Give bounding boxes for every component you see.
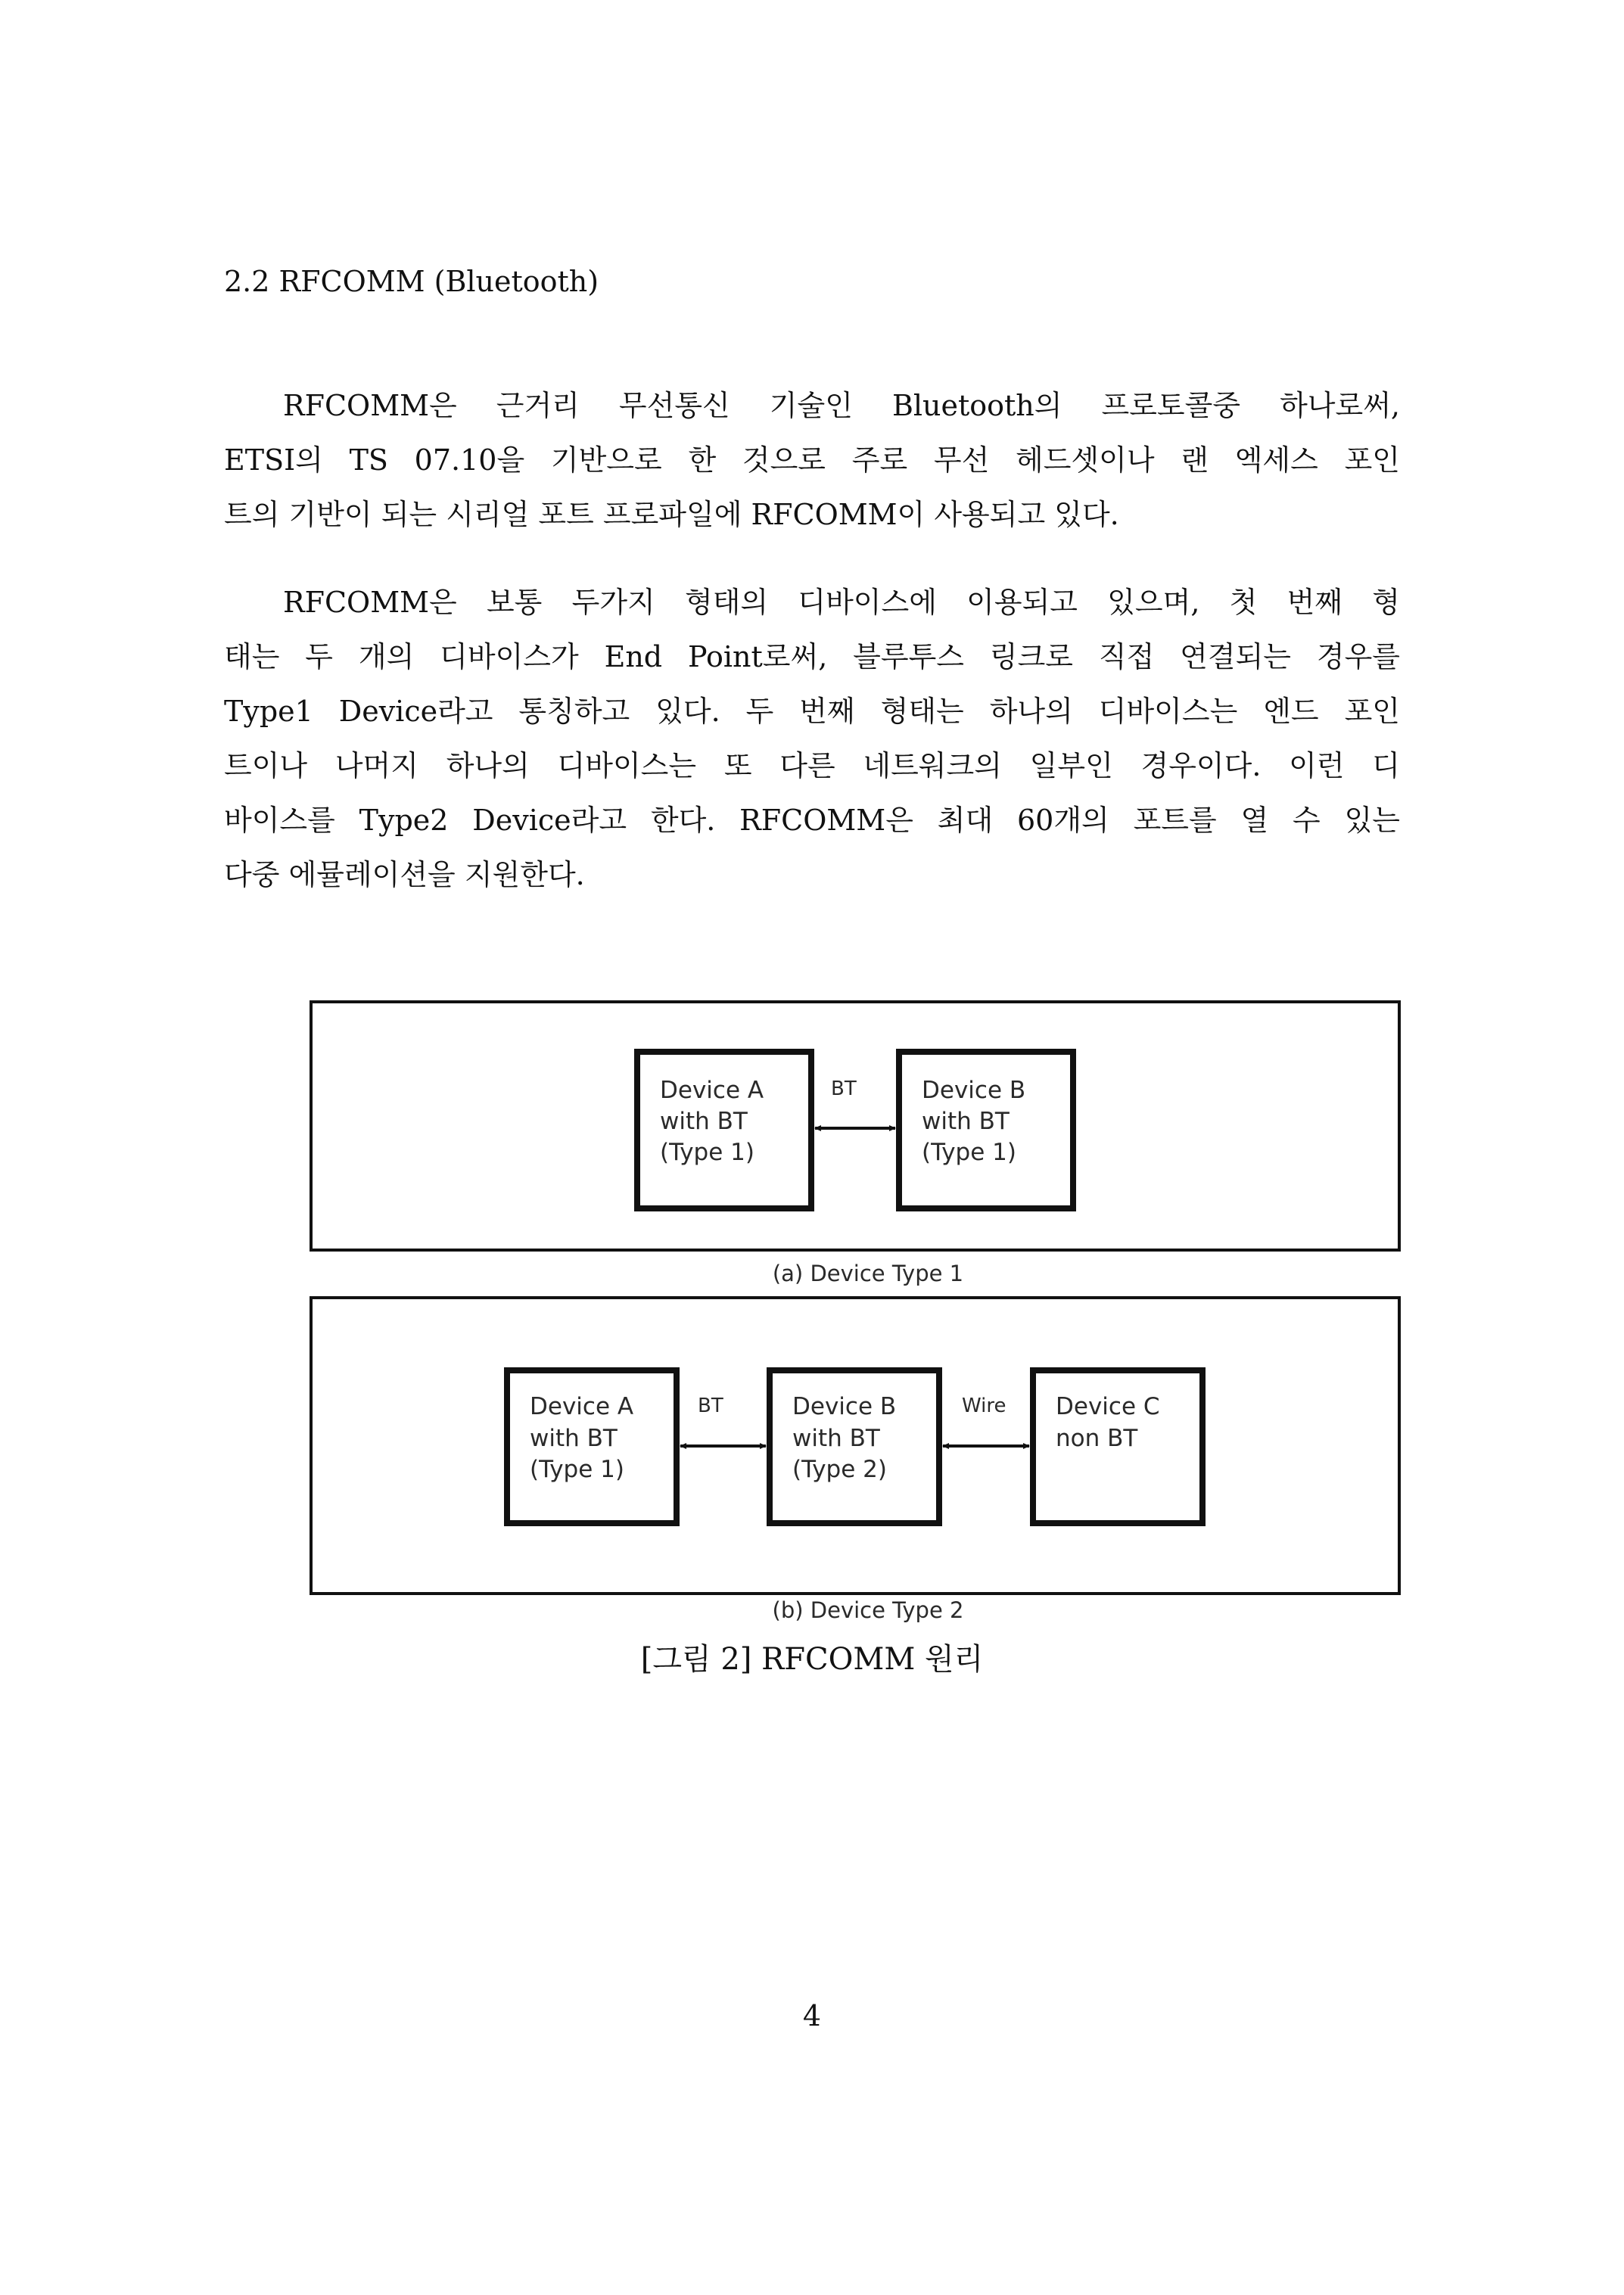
paragraph-line: 트의 기반이 되는 시리얼 포트 프로파일에 RFCOMM이 사용되고 있다. xyxy=(224,498,1119,531)
bt-link-label: BT xyxy=(831,1078,857,1100)
page-number: 4 xyxy=(802,1999,822,2032)
paragraph-line: Type1 Device라고 통칭하고 있다. 두 번째 형태는 하나의 디바이스는 엔드 포인 xyxy=(224,695,1400,728)
paragraph-line: ETSI의 TS 07.10을 기반으로 한 것으로 주로 무선 헤드셋이나 랜 엑세스 포인 xyxy=(224,443,1400,477)
figure-caption: [그림 2] RFCOMM 원리 xyxy=(640,1642,984,1677)
panel-b-device-c xyxy=(1033,1370,1202,1523)
paragraph-line: 바이스를 Type2 Device라고 한다. RFCOMM은 최대 60개의 포트를 열 수 있는 xyxy=(224,804,1400,837)
wire-link-label: Wire xyxy=(962,1395,1006,1417)
device-label: with BT xyxy=(792,1425,880,1452)
device-label: (Type 2) xyxy=(792,1456,887,1483)
paragraph-line: 태는 두 개의 디바이스가 End Point로써, 블루투스 링크로 직접 연결되는 경우를 xyxy=(224,640,1400,673)
device-label: with BT xyxy=(530,1425,618,1452)
section-heading: 2.2 RFCOMM (Bluetooth) xyxy=(224,265,599,298)
device-label: Device B xyxy=(922,1077,1026,1104)
panel-a-device-a xyxy=(637,1052,811,1208)
device-label: (Type 1) xyxy=(660,1139,754,1166)
panel-b-device-b xyxy=(770,1370,939,1523)
device-label: (Type 1) xyxy=(530,1456,624,1483)
device-label: non BT xyxy=(1056,1425,1138,1452)
device-label: Device B xyxy=(792,1393,897,1420)
paragraph-line: RFCOMM은 근거리 무선통신 기술인 Bluetooth의 프로토콜중 하나로써, xyxy=(283,389,1400,422)
panel-a-caption: (a) Device Type 1 xyxy=(772,1261,964,1286)
device-label: Device A xyxy=(660,1077,764,1104)
panel-b-caption: (b) Device Type 2 xyxy=(772,1597,964,1623)
device-label: Device A xyxy=(530,1393,634,1420)
panel-b xyxy=(311,1298,1399,1594)
panel-a-frame xyxy=(311,1002,1399,1250)
device-label: Device C xyxy=(1056,1393,1160,1420)
bt-link-label: BT xyxy=(698,1395,723,1417)
panel-a xyxy=(311,1002,1399,1250)
panel-a-device-b xyxy=(899,1052,1073,1208)
paragraph-line: 다중 에뮬레이션을 지원한다. xyxy=(224,858,585,891)
paragraph-line: RFCOMM은 보통 두가지 형태의 디바이스에 이용되고 있으며, 첫 번째 형 xyxy=(283,586,1400,619)
paragraph-line: 트이나 나머지 하나의 디바이스는 또 다른 네트워크의 일부인 경우이다. 이런 디 xyxy=(224,749,1400,782)
device-label: with BT xyxy=(660,1108,748,1135)
device-label: (Type 1) xyxy=(922,1139,1016,1166)
device-label: with BT xyxy=(922,1108,1010,1135)
panel-b-device-a xyxy=(507,1370,677,1523)
